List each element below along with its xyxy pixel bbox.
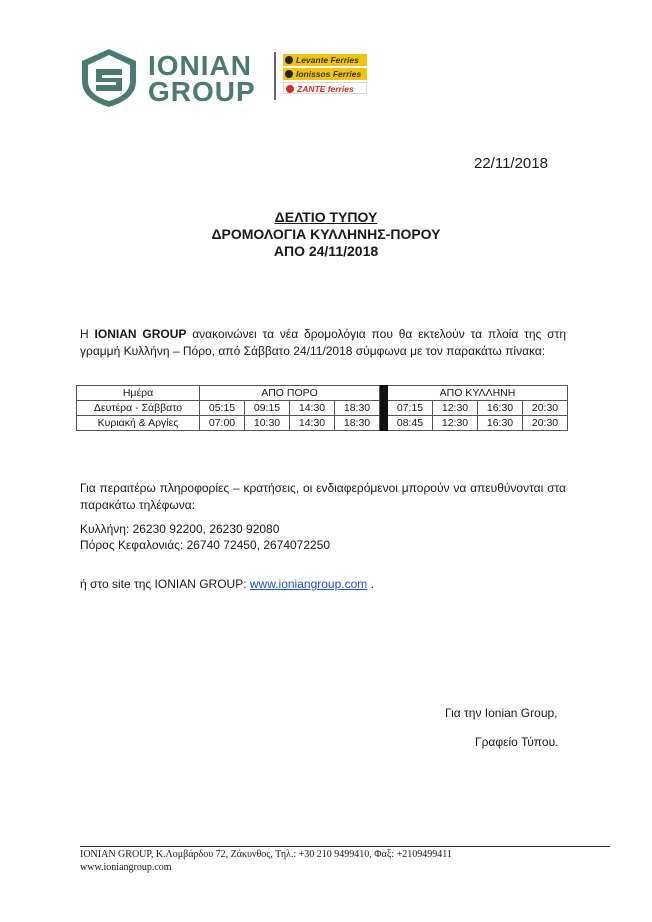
website-line [80,576,374,593]
route-heading: ΔΡΟΜΟΛΟΓΙΑ ΚΥΛΛΗΝΗΣ-ΠΟΡΟΥ [211,226,441,242]
departure-time: 20:30 [523,416,568,431]
sub-brand-label: ZANTE ferries [297,84,354,94]
document-date: 22/11/2018 [474,155,548,172]
departure-time: 16:30 [478,401,523,416]
departure-time: 10:30 [245,416,290,431]
departure-time: 14:30 [290,416,335,431]
phone-poros: Πόρος Κεφαλονιάς: 26740 72450, 2674072250 [80,538,331,552]
departure-time: 07:15 [388,401,433,416]
website-link[interactable]: www.ioniangroup.com [249,577,368,591]
departure-time: 12:30 [433,416,478,431]
sub-brand-zante [283,82,367,94]
phone-kyllini: Κυλλήνη: 26230 92200, 26230 92080 [80,522,280,536]
departure-time: 16:30 [478,416,523,431]
header-from-kyllini: ΑΠΟ ΚΥΛΛΗΝΗ [388,386,568,401]
signature-office: Γραφείο Τύπου. [475,735,559,749]
effective-date-heading: ΑΠΟ 24/11/2018 [273,243,379,259]
website-prefix: ή στο site της IONIAN GROUP: [80,577,250,591]
row-day: Δευτέρα - Σάββατο [77,401,200,416]
departure-time: 07:00 [200,416,245,431]
brand-name-line2: GROUP [148,76,256,107]
departure-time: 18:30 [335,401,380,416]
intro-text: ανακοινώνει τα νέα δρομολόγια που θα εκτελούν τα πλοία της στη γραμμή Κυλλήνη – Πόρο, από Σάββατο 24/11/2018 σύμφωνα με τον παρακάτω πίνακα: [80,327,566,358]
header-day: Ημέρα [77,386,200,401]
intro-paragraph [80,326,566,360]
zante-logo-icon [286,85,294,93]
logo-divider [274,52,276,100]
sub-brand-label: Ionissos Ferries [296,69,362,79]
table-row [77,401,568,416]
table-separator [380,386,388,401]
intro-company: IONIAN GROUP [94,327,187,341]
press-release-heading: ΔΕΛΤΙΟ ΤΥΠΟΥ [274,209,378,225]
departure-time: 20:30 [523,401,568,416]
schedule-table [76,385,568,431]
sub-brand-levante [283,54,367,66]
footer-address: IONIAN GROUP, Κ.Λομβάρδου 72, Ζάκυνθος, Τηλ.: +30 210 9499410, Φαξ: +2109499411 [80,849,452,860]
departure-time: 05:15 [200,401,245,416]
header-from-poros: ΑΠΟ ΠΟΡΟ [200,386,380,401]
ionian-group-emblem-icon [78,47,140,109]
sub-brand-label: Levante Ferries [296,55,359,65]
footer-divider [80,846,610,847]
intro-prefix: Η [80,327,95,341]
table-row [77,416,568,431]
levante-logo-icon [285,56,293,64]
departure-time: 18:30 [335,416,380,431]
table-header-row [77,386,568,401]
departure-time: 14:30 [290,401,335,416]
row-day: Κυριακή & Αργίες [77,416,200,431]
ionissos-logo-icon [285,70,293,78]
departure-time: 12:30 [433,401,478,416]
website-suffix: . [367,577,374,591]
departure-time: 08:45 [388,416,433,431]
departure-time: 09:15 [245,401,290,416]
brand-name-line1: IONIAN [148,50,252,81]
table-separator [380,401,388,416]
info-paragraph: Για περαιτέρω πληροφορίες – κρατήσεις, οι ενδιαφερόμενοι μπορούν να απευθύνονται στα παρακάτω τηλέφωνα: [80,481,566,512]
footer-website: www.ioniangroup.com [80,862,172,873]
sub-brand-ionissos [283,68,367,80]
signature-line: Για την Ionian Group, [445,706,558,720]
table-separator [380,416,388,431]
